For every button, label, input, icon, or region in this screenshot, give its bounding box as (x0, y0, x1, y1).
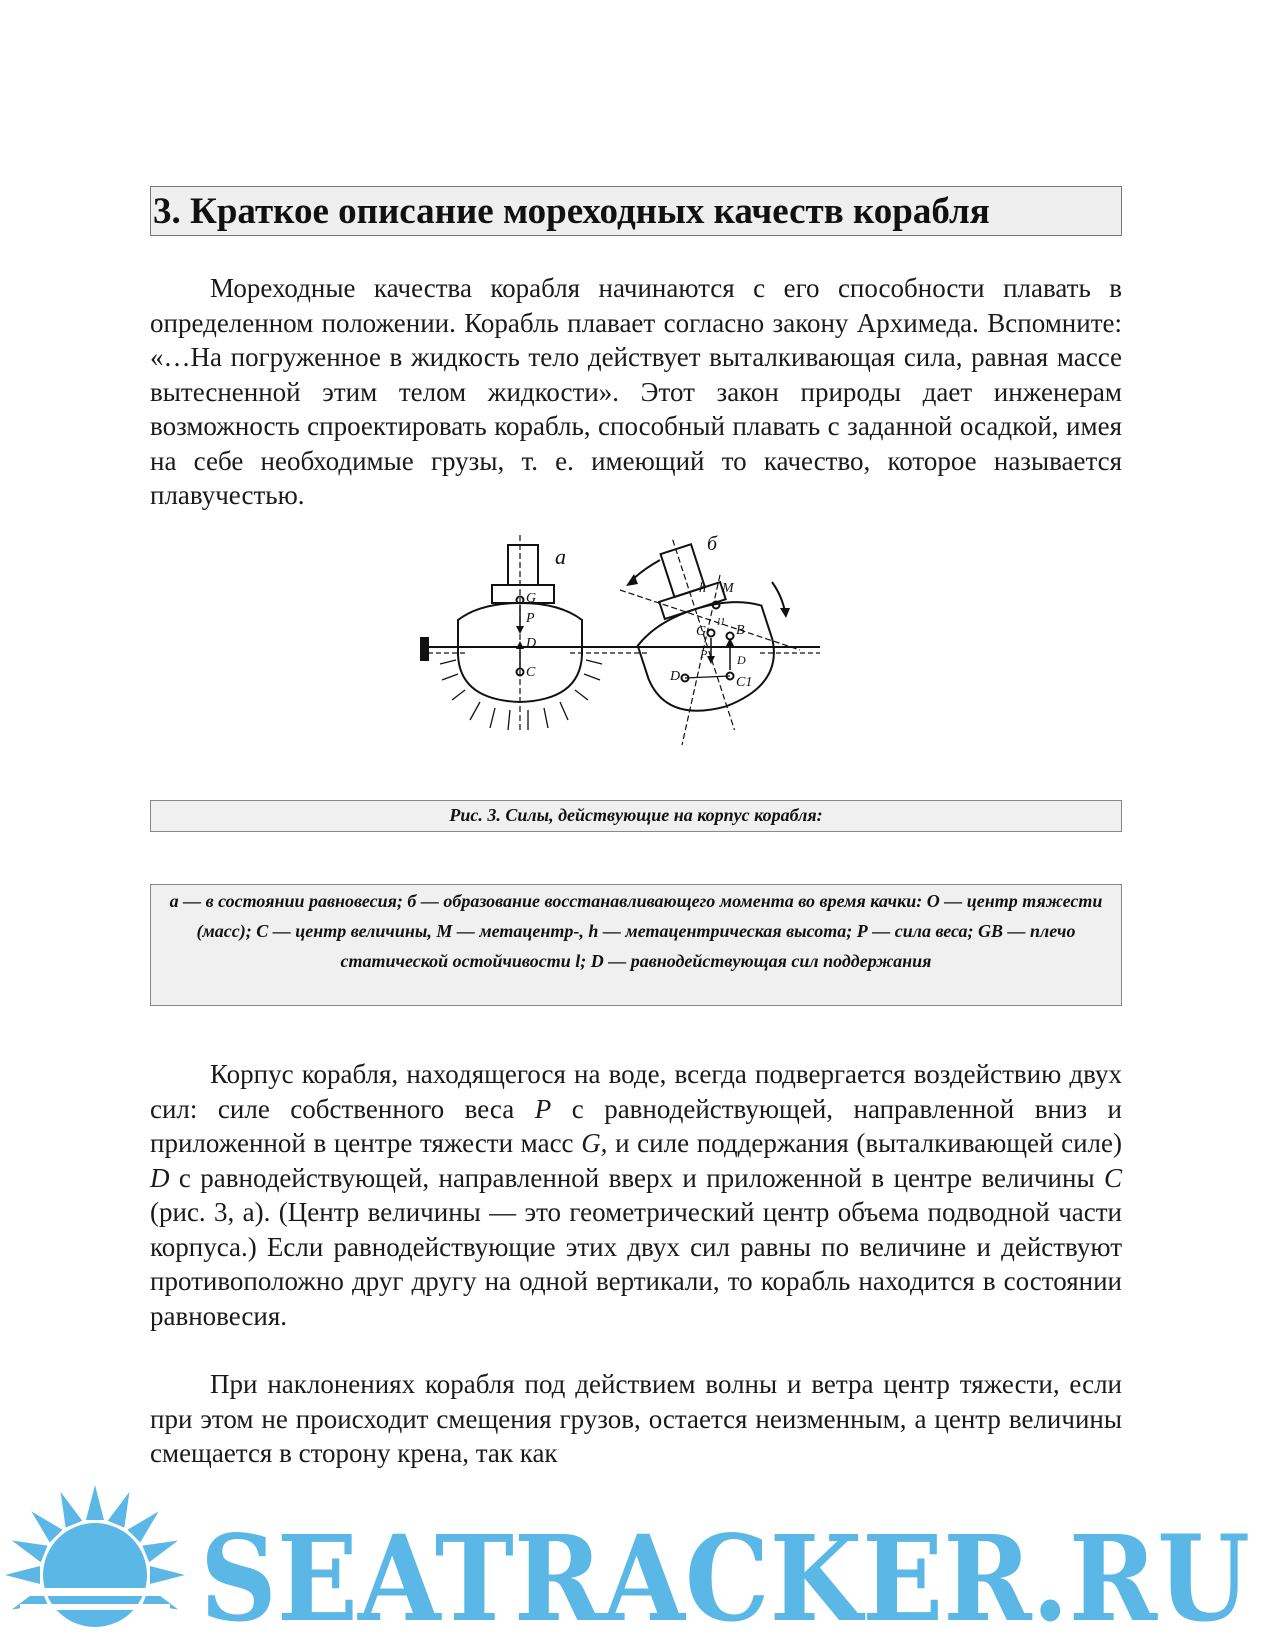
paragraph-forces: Корпус корабля, находящегося на воде, всегда подвергается воздействию двух сил: силе собственного веса P с равнодействующей, направленной вниз и приложенной в центре тяжести масс G, и силе поддержания (выталкивающей силе) D с равнодействующей, направленной вверх и приложенной в центре величины C (рис. 3, а). (Центр величины — это геометрический центр объема подводной части корпуса.) Если равнодействующие этих двух сил равны по величине и действуют противоположно друг другу на одной вертикали, то корабль находится в состоянии равновесия. (150, 1059, 1122, 1331)
ship-upright (440, 535, 602, 730)
section-title: 3. Краткое описание мореходных качеств корабля (150, 186, 1122, 236)
svg-text:G: G (696, 624, 707, 639)
figure-caption-title: Рис. 3. Силы, действующие на корпус корабля: (150, 800, 1122, 832)
figure-label-b: б (707, 533, 718, 555)
ship-heeled (610, 530, 795, 750)
svg-text:C1: C1 (736, 675, 753, 690)
svg-text:h: h (699, 581, 706, 596)
watermark (0, 1460, 1275, 1650)
paragraph-heel: При наклонениях корабля под действием волны и ветра центр тяжести, если при этом не происходит смещения грузов, остается неизменным, а центр величины смещается в сторону крена, так как (150, 1369, 1122, 1468)
svg-text:C: C (526, 665, 536, 680)
figure-caption-body: а — в состоянии равновесия; б — образование восстанавливающего момента во время качки: О — центр тяжести (масс); С — центр величины, М — метацентр-, h — метацентрическая высота; Р — сила веса; GB — плечо статической остойчивости l; D — равнодействующая сил поддержания (150, 884, 1122, 1006)
svg-text:D: D (670, 669, 681, 684)
paragraph-buoyancy: Мореходные качества корабля начинаются с его способности плавать в определенном положении. Корабль плавает согласно закону Архимеда. Вспомните: «…На погруженное в жидкость тело действует выталкивающая сила, равная массе вытесненной этим телом жидкости». Этот закон природы дает инженерам возможность спроектировать корабль, способный плавать с заданной осадкой, имея на себе необходимые грузы, т. е. имеющий то качество, которое называется плавучестью. (150, 273, 1122, 510)
svg-text:D: D (737, 653, 746, 667)
sun-logo-icon (5, 1485, 185, 1627)
svg-text:M: M (722, 581, 734, 596)
svg-text:D: D (526, 636, 537, 651)
svg-text:P: P (526, 611, 535, 626)
svg-text:G: G (526, 591, 537, 606)
svg-text:l1: l1 (717, 616, 726, 628)
watermark-text: SEATRACKER.RU (200, 1509, 1250, 1648)
svg-text:B: B (736, 623, 745, 638)
svg-text:P: P (700, 647, 708, 661)
figure-ship-forces (420, 530, 860, 760)
figure-label-a: а (555, 544, 566, 569)
